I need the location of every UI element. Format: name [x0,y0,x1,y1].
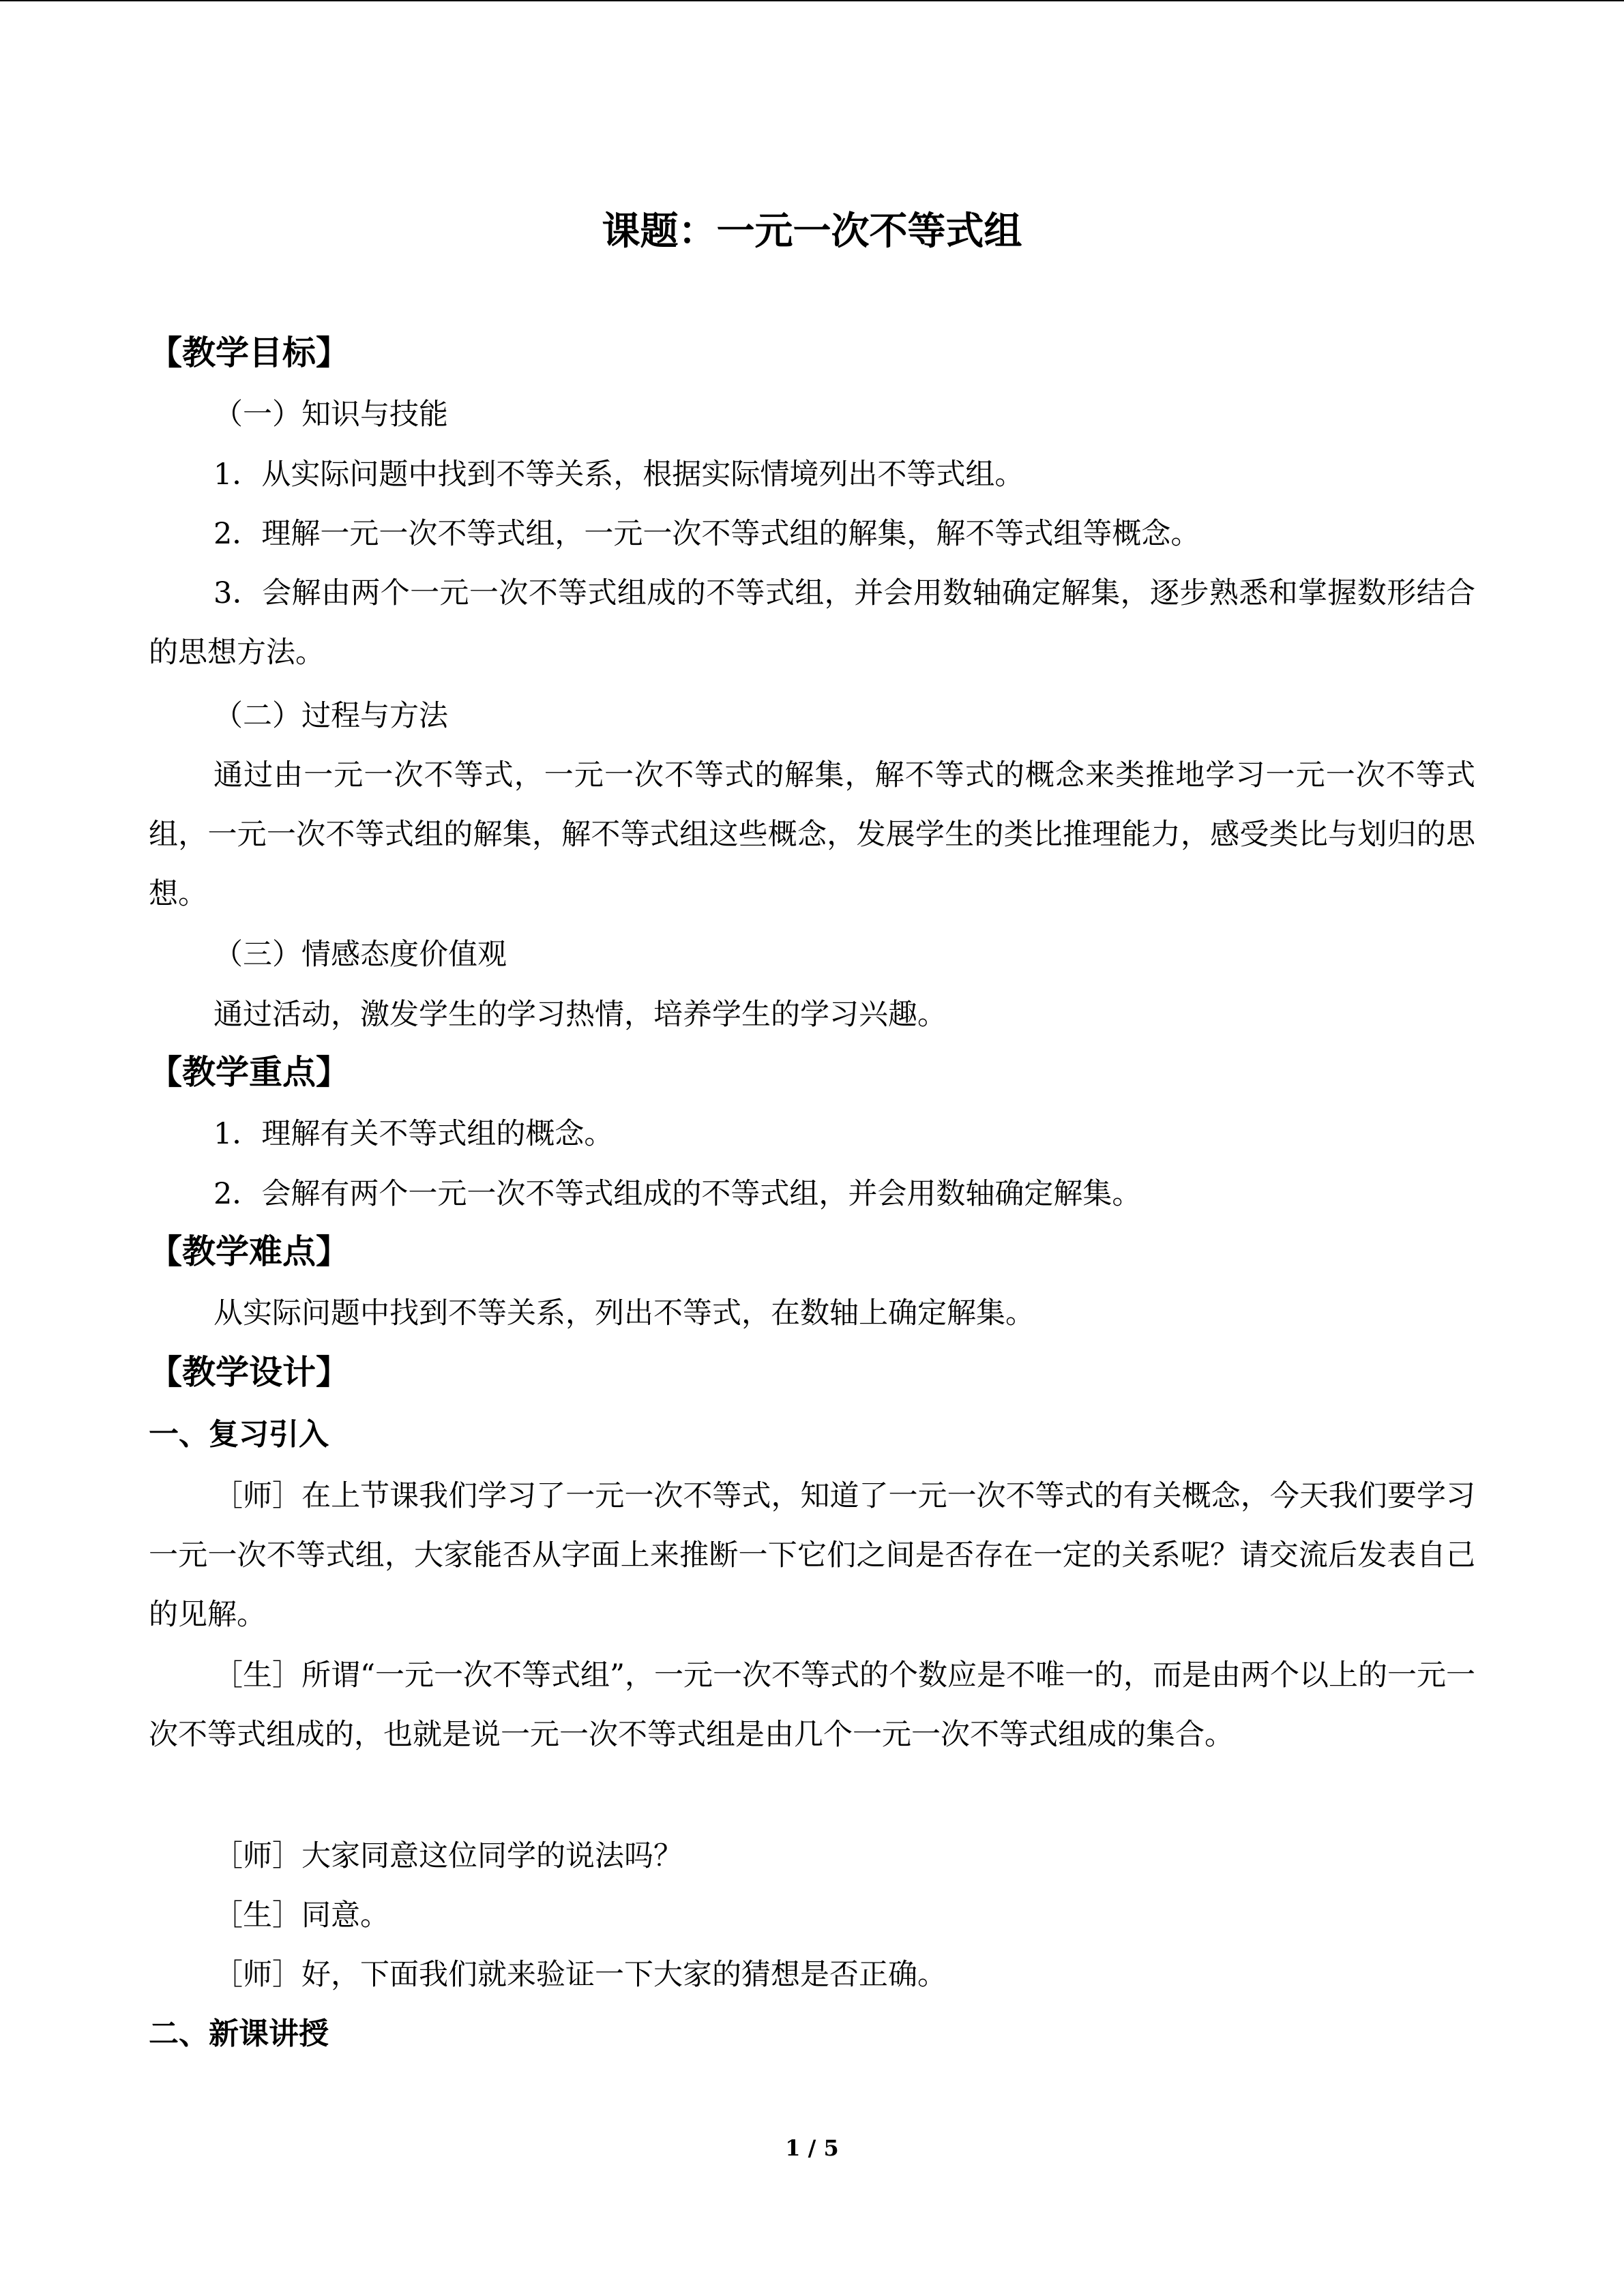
goal-item-1: 1．从实际问题中找到不等关系，根据实际情境列出不等式组。 [213,458,1024,492]
process-paragraph: 通过由一元一次不等式，一元一次不等式的解集，解不等式的概念来类推地学习一元一次不等式组，一元一次不等式组的解集，解不等式组这些概念，发展学生的类比推理能力，感受类比与划归的思想。 [149,758,1475,911]
attitude-paragraph: 通过活动，激发学生的学习热情，培养学生的学习兴趣。 [213,998,947,1032]
design-part-1-heading: 一、复习引入 [149,1417,329,1452]
dialogue-student-2: ［生］同意。 [213,1898,389,1933]
section-heading-goals: 【教学目标】 [149,333,350,372]
goal-item-3: 3．会解由两个一元一次不等式组成的不等式组，并会用数轴确定解集，逐步熟悉和掌握数形结合的思想方法。 [149,576,1475,670]
goal-item-2: 2．理解一元一次不等式组，一元一次不等式组的解集，解不等式组等概念。 [213,517,1200,551]
dialogue-teacher-1: ［师］在上节课我们学习了一元一次不等式，知道了一元一次不等式的有关概念，今天我们要学习一元一次不等式组，大家能否从字面上来推断一下它们之间是否存在一定的关系呢？请交流后发表自己的见解。 [149,1479,1475,1632]
difficulty-paragraph: 从实际问题中找到不等关系，列出不等式，在数轴上确定解集。 [213,1296,1035,1330]
dialogue-teacher-3: ［师］好，下面我们就来验证一下大家的猜想是否正确。 [213,1958,947,1992]
section-heading-key-points: 【教学重点】 [149,1053,350,1092]
section-heading-difficulty: 【教学难点】 [149,1232,350,1271]
subheading-knowledge-skills: （一）知识与技能 [213,398,448,432]
section-heading-design: 【教学设计】 [149,1353,350,1392]
dialogue-teacher-2: ［师］大家同意这位同学的说法吗？ [213,1839,683,1873]
key-item-1: 1．理解有关不等式组的概念。 [213,1117,614,1151]
page-top-border [0,0,1624,1]
page-title: 课题：一元一次不等式组 [602,209,1022,254]
page-number: 1 / 5 [785,2135,839,2161]
key-item-2: 2．会解有两个一元一次不等式组成的不等式组，并会用数轴确定解集。 [213,1177,1142,1211]
subheading-process-method: （二）过程与方法 [213,699,448,733]
design-part-2-heading: 二、新课讲授 [149,2016,329,2051]
subheading-attitude-values: （三）情感态度价值观 [213,938,507,972]
dialogue-student-1: ［生］所谓“一元一次不等式组”，一元一次不等式的个数应是不唯一的，而是由两个以上的一元一次不等式组成的，也就是说一元一次不等式组是由几个一元一次不等式组成的集合。 [149,1658,1475,1752]
